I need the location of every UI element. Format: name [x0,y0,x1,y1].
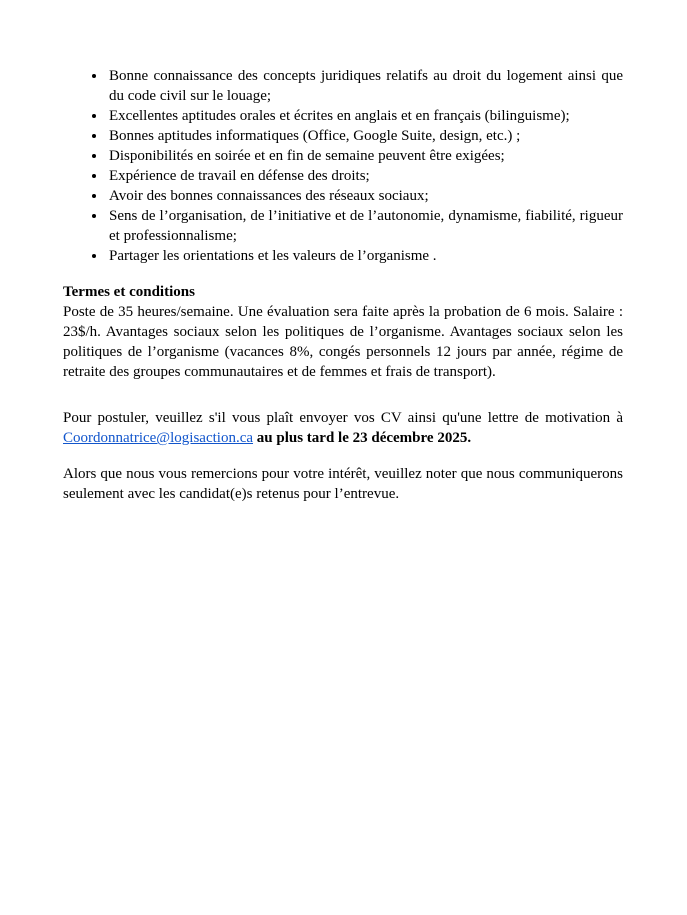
termes-paragraph: Poste de 35 heures/semaine. Une évaluation sera faite après la probation de 6 mois. Salaire : 23$/h. Avantages sociaux selon les politiques de l’organisme. Avantages sociaux selon les politiques de l’organisme (vacances 8%, congés personnels 12 jours par année, régime de retraite des groupes communautaires et de femmes et frais de transport). [63,304,623,380]
list-item: • Avoir des bonnes connaissances des réseaux sociaux; [107,186,623,206]
email-link[interactable]: Coordonnatrice@logisaction.ca [63,430,254,446]
list-item: • Sens de l’organisation, de l’initiative et de l’autonomie, dynamisme, fiabilité, rigueur et professionnalisme; [107,206,623,246]
closing-paragraph: Alors que nous vous remercions pour votre intérêt, veuillez noter que nous communiquerons seulement avec les candidat(e)s retenus pour l’entrevue. [63,466,623,502]
list-item: • Disponibilités en soirée et en fin de semaine peuvent être exigées; [107,146,623,166]
apply-paragraph [63,408,623,448]
list-item: • Bonne connaissance des concepts juridiques relatifs au droit du logement ainsi que du code civil sur le louage; [107,66,623,106]
list-item: • Bonnes aptitudes informatiques (Office, Google Suite, design, etc.) ; [107,126,623,146]
apply-deadline: au plus tard le 23 décembre 2025. [256,430,472,446]
list-item: • Partager les orientations et les valeurs de l’organisme . [107,246,623,266]
apply-text: Pour postuler, veuillez s'il vous plaît envoyer vos CV ainsi qu'une lettre de motivation à [63,410,623,426]
list-item: • Expérience de travail en défense des droits; [107,166,623,186]
section-heading-termes: Termes et conditions [63,284,195,300]
list-item: • Excellentes aptitudes orales et écrites en anglais et en français (bilinguisme); [107,106,623,126]
requirements-list [63,66,623,266]
